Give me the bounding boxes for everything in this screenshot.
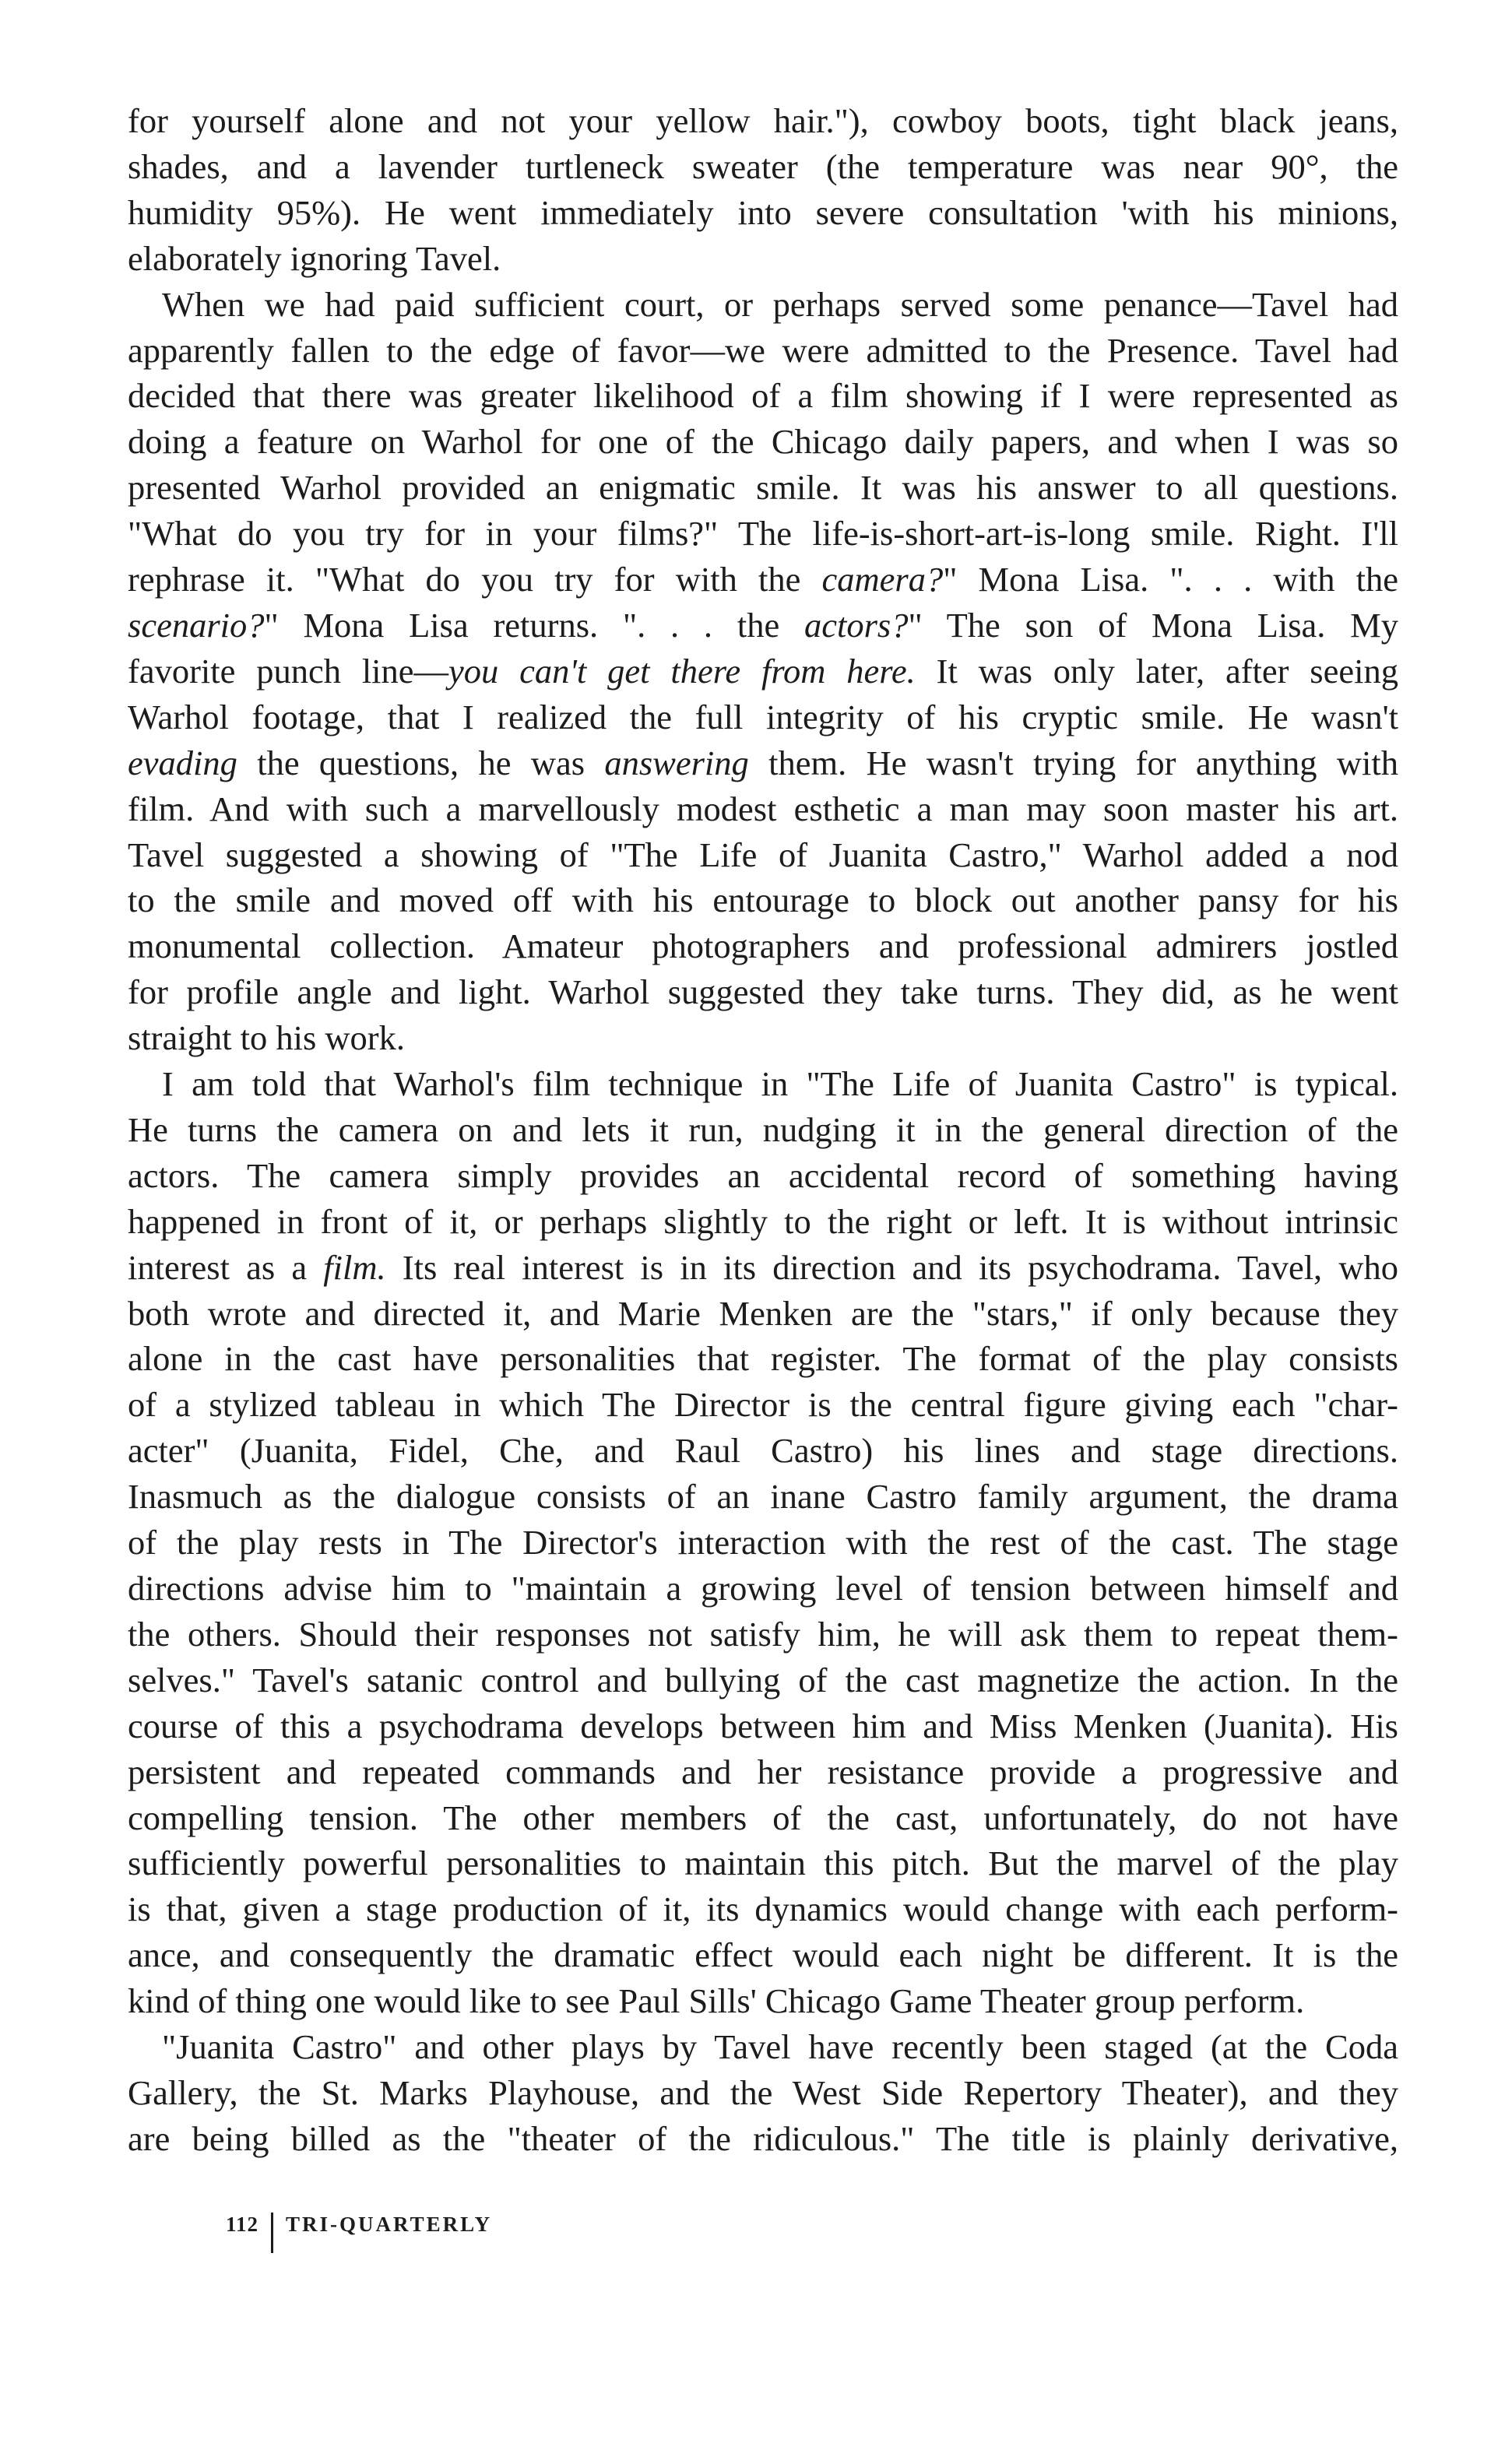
text-line [128, 1703, 1398, 1749]
text-line [128, 786, 1398, 832]
text-run: to the smile and moved off with his entourage to block out another pansy for his [128, 881, 1398, 920]
text-line [128, 373, 1398, 419]
text-line [128, 282, 1398, 328]
paragraph [128, 1061, 1398, 2024]
text-line [128, 1612, 1398, 1657]
text-run: the others. Should their responses not satisfy him, he will ask them to repeat them- [128, 1614, 1398, 1654]
text-line [128, 1840, 1398, 1886]
text-run: directions advise him to "maintain a growing level of tension between himself and [128, 1569, 1398, 1608]
text-run: persistent and repeated commands and her resistance provide a progressive and [128, 1752, 1398, 1791]
text-run: alone in the cast have personalities that register. The format of the play consists [128, 1339, 1398, 1379]
text-line [128, 465, 1398, 511]
text-run: of a stylized tableau in which The Director is the central figure giving each "char- [128, 1385, 1398, 1425]
text-line [128, 190, 1398, 236]
text-run: both wrote and directed it, and Marie Menken are the "stars," if only because they [128, 1293, 1398, 1333]
text-line [128, 877, 1398, 923]
text-run: actors. The camera simply provides an accidental record of something having [128, 1155, 1398, 1195]
text-line [128, 419, 1398, 465]
text-line [128, 1107, 1398, 1153]
text-run: decided that there was greater likelihood of a film showing if I were represented as [128, 376, 1398, 416]
text-run: sufficiently powerful personalities to maintain this pitch. But the marvel of the play [128, 1844, 1398, 1883]
text-run: " Mona Lisa. ". . . with the [943, 560, 1399, 599]
text-line [128, 236, 1398, 282]
text-line [128, 740, 1398, 786]
paragraph [128, 282, 1398, 1061]
text-line [128, 1153, 1398, 1199]
text-line [128, 1795, 1398, 1841]
text-run: Warhol footage, that I realized the full integrity of his cryptic smile. He wasn't [128, 697, 1398, 736]
text-line [128, 649, 1398, 694]
text-line [128, 2070, 1398, 2116]
italic-text: you can't get there from here. [448, 651, 916, 691]
text-run: compelling tension. The other members of the cast, unfortunately, do not have [128, 1798, 1398, 1837]
text-line [128, 1382, 1398, 1428]
text-run: film. And with such a marvellously modest esthetic a man may soon master his art. [128, 789, 1398, 828]
footer-divider [271, 2213, 273, 2253]
italic-text: evading [128, 743, 237, 782]
text-run: course of this a psychodrama develops between him and Miss Menken (Juanita). His [128, 1706, 1398, 1745]
text-run: When we had paid sufficient court, or perhaps served some penance—Tavel had [162, 284, 1398, 324]
text-run: "What do you try for in your films?" The life-is-short-art-is-long smile. Right. I'll [128, 514, 1398, 554]
text-line [128, 923, 1398, 969]
text-line [128, 1015, 1398, 1061]
text-run: "Juanita Castro" and other plays by Tavel have recently been staged (at the Coda [162, 2027, 1398, 2067]
text-line [128, 1978, 1398, 2024]
text-line [128, 694, 1398, 740]
text-run: Tavel suggested a showing of "The Life of Juanita Castro," Warhol added a nod [128, 835, 1398, 874]
text-line [128, 1245, 1398, 1291]
page-number: 112 [226, 2212, 259, 2236]
text-run: for profile angle and light. Warhol suggested they take turns. They did, as he went [128, 972, 1398, 1012]
text-line [128, 511, 1398, 557]
text-line [128, 969, 1398, 1015]
text-line [128, 603, 1398, 649]
text-run: rephrase it. "What do you try for with the [128, 560, 822, 599]
body-text [128, 98, 1398, 2162]
text-run: doing a feature on Warhol for one of the Chicago daily papers, and when I was so [128, 422, 1398, 462]
text-line [128, 98, 1398, 144]
text-line [128, 832, 1398, 878]
text-run: " Mona Lisa returns. ". . . the [264, 605, 804, 645]
text-run: shades, and a lavender turtleneck sweater (the temperature was near 90°, the [128, 146, 1398, 186]
text-run: is that, given a stage production of it, its dynamics would change with each perform- [128, 1889, 1398, 1929]
text-line [128, 557, 1398, 603]
text-run: apparently fallen to the edge of favor—we were admitted to the Presence. Tavel had [128, 330, 1398, 370]
italic-text: scenario? [128, 605, 265, 645]
page-footer [226, 2205, 492, 2244]
italic-text: actors? [803, 605, 909, 645]
text-line [128, 1657, 1398, 1703]
text-line [128, 328, 1398, 374]
text-run: Gallery, the St. Marks Playhouse, and the West Side Repertory Theater), and they [128, 2072, 1398, 2112]
text-run: them. He wasn't trying for anything with [748, 743, 1398, 782]
text-run: It was only later, after seeing [915, 651, 1398, 691]
text-line [128, 1932, 1398, 1978]
text-line [128, 1428, 1398, 1474]
text-run: happened in front of it, or perhaps slightly to the right or left. It is without intrinsic [128, 1201, 1398, 1241]
text-run: of the play rests in The Director's interaction with the rest of the cast. The stage [128, 1523, 1398, 1562]
text-line [128, 2116, 1398, 2162]
text-run: ance, and consequently the dramatic effect would each night be different. It is the [128, 1935, 1398, 1975]
journal-title: TRI-QUARTERLY [286, 2212, 493, 2236]
text-run: straight to his work. [128, 1018, 405, 1058]
text-line [128, 1566, 1398, 1612]
text-line [128, 1474, 1398, 1520]
paragraph [128, 2024, 1398, 2162]
text-run: Inasmuch as the dialogue consists of an inane Castro family argument, the drama [128, 1477, 1398, 1517]
italic-text: film. [323, 1247, 386, 1287]
text-line [128, 1291, 1398, 1337]
text-line [128, 1886, 1398, 1932]
text-line [128, 1336, 1398, 1382]
italic-text: answering [604, 743, 749, 782]
text-run: are being billed as the "theater of the ridiculous." The title is plainly derivative, [128, 2118, 1398, 2158]
text-run: I am told that Warhol's film technique in "The Life of Juanita Castro" is typical. [162, 1064, 1398, 1104]
text-line [128, 1199, 1398, 1245]
text-run: selves." Tavel's satanic control and bullying of the cast magnetize the action. In the [128, 1660, 1398, 1699]
text-run: kind of thing one would like to see Paul Sills' Chicago Game Theater group perform. [128, 1981, 1305, 2021]
text-run: Its real interest is in its direction and its psychodrama. Tavel, who [385, 1247, 1398, 1287]
text-run: elaborately ignoring Tavel. [128, 238, 501, 278]
text-line [128, 1749, 1398, 1795]
text-line [128, 144, 1398, 190]
text-run: " The son of Mona Lisa. My [908, 605, 1398, 645]
text-run: interest as a [128, 1247, 324, 1287]
text-run: the questions, he was [237, 743, 605, 782]
text-run: presented Warhol provided an enigmatic smile. It was his answer to all questions. [128, 468, 1398, 508]
text-run: He turns the camera on and lets it run, nudging it in the general direction of the [128, 1109, 1398, 1149]
text-run: for yourself alone and not your yellow hair."), cowboy boots, tight black jeans, [128, 101, 1398, 140]
text-run: monumental collection. Amateur photographers and professional admirers jostled [128, 926, 1398, 966]
paragraph [128, 98, 1398, 282]
text-run: humidity 95%). He went immediately into severe consultation 'with his minions, [128, 192, 1398, 232]
text-line [128, 1061, 1398, 1107]
text-line [128, 2024, 1398, 2070]
text-run: acter" (Juanita, Fidel, Che, and Raul Castro) his lines and stage directions. [128, 1431, 1398, 1471]
text-run: favorite punch line— [128, 651, 449, 691]
italic-text: camera? [821, 560, 944, 599]
text-line [128, 1520, 1398, 1566]
